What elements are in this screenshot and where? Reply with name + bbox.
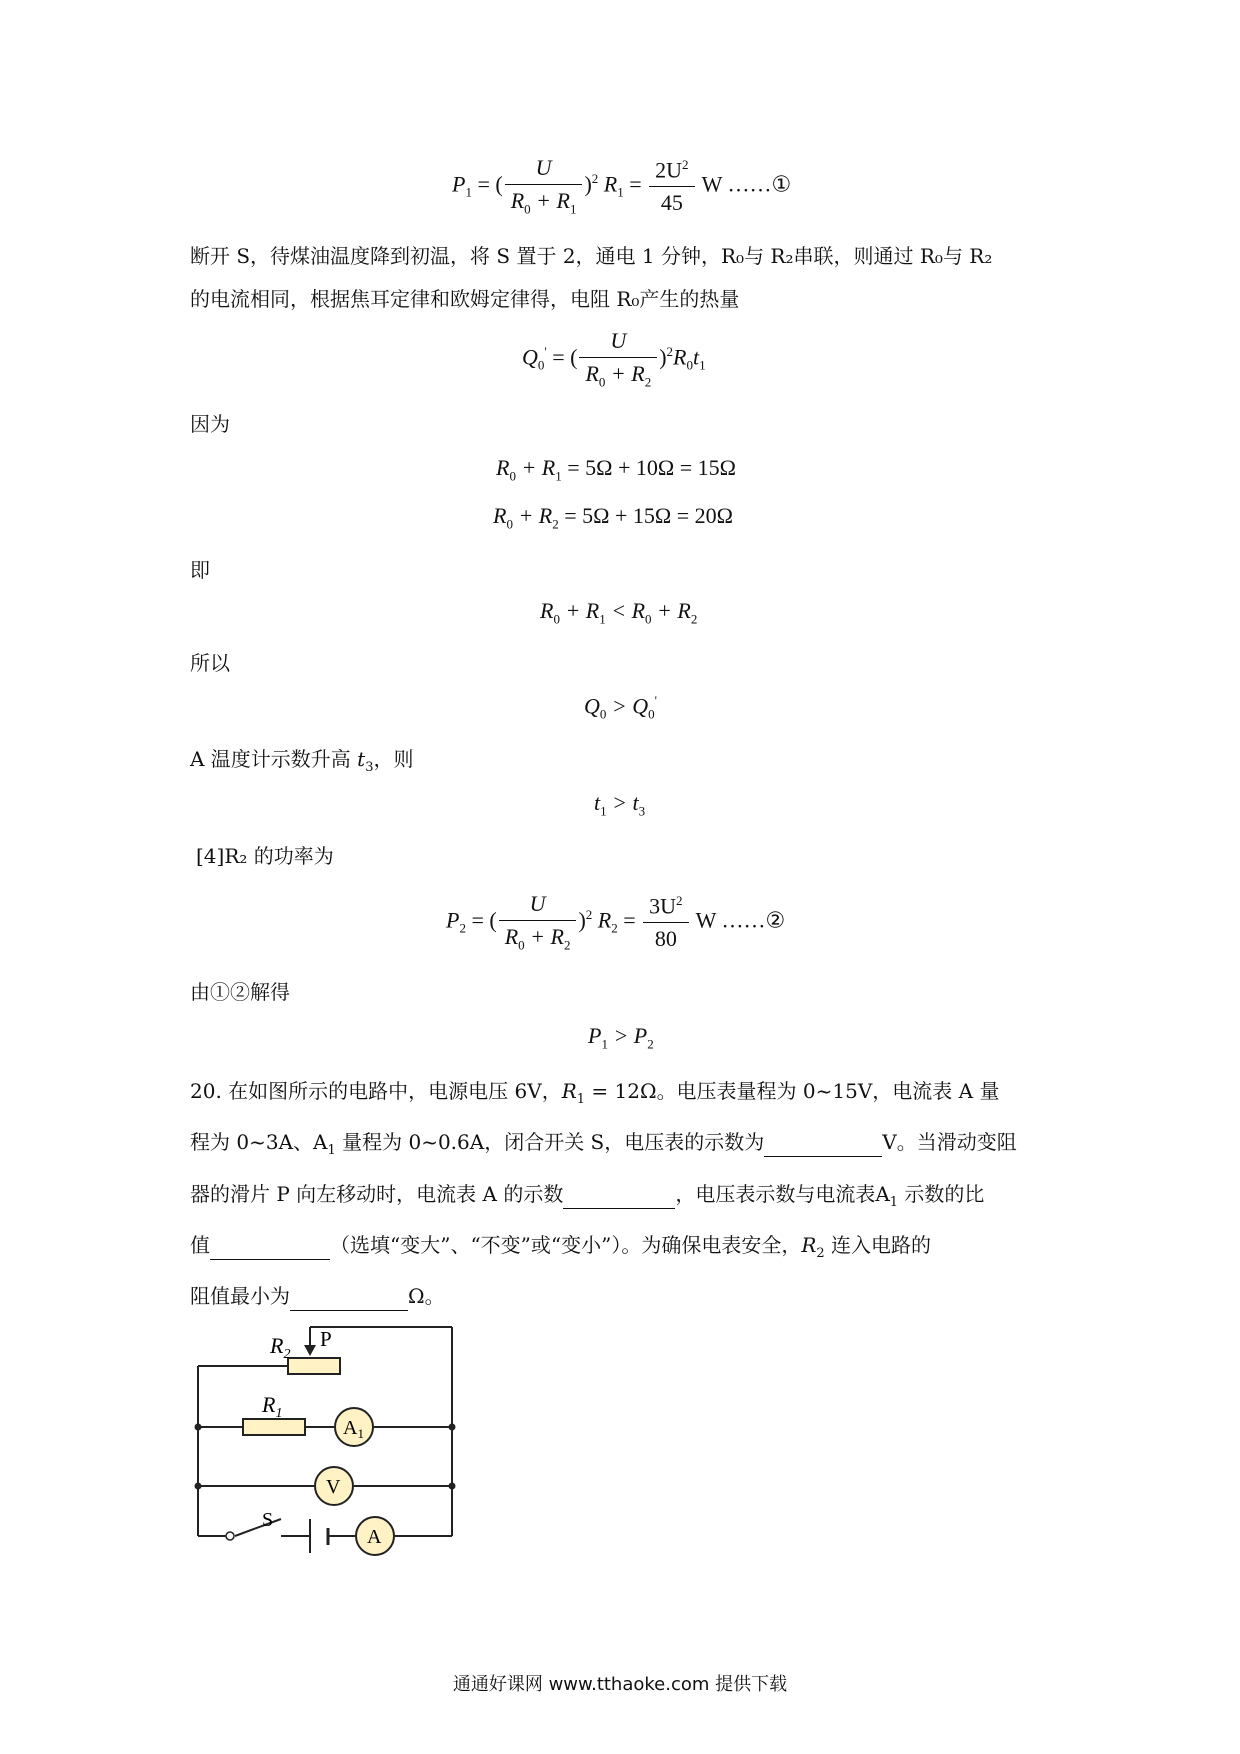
equation-inequality: $R_0 + R_1 < R_0 + R_2$ xyxy=(540,598,698,627)
paragraph-line: A 温度计示数升高 $t_3$，则 xyxy=(190,747,414,775)
question-20-line-2: 程为 0~3A、$A_1$ 量程为 0~0.6A，闭合开关 S，电压表的示数为 V。当滑动变阻 xyxy=(190,1130,1017,1158)
equation-sum-1: $R_0 + R_1 = 5\Omega + 10\Omega = 15\Omega$ xyxy=(496,455,737,484)
equation-p1: $P_1$ = ( $\frac{U}{R_0 + R_1}$ )$^2$ $R_1$ = $\frac{2U^2}{45}$ W ……① xyxy=(452,155,792,217)
equation-q-compare: $Q_0 > Q_0'$ xyxy=(584,693,657,722)
equation-sum-2: $R_0 + R_2 = 5\Omega + 15\Omega = 20\Omega$ xyxy=(493,503,734,532)
answer-blank[interactable] xyxy=(210,1231,330,1260)
switch-contact xyxy=(226,1532,234,1540)
label-p: P xyxy=(320,1327,332,1351)
paragraph-line: 断开 S，待煤油温度降到初温，将 S 置于 2，通电 1 分钟，R₀与 R₂串联，则通过 R₀与 R₂ xyxy=(190,244,993,268)
answer-blank[interactable] xyxy=(764,1128,882,1157)
footer-text: 通通好课网 www.tthaoke.com 提供下载 xyxy=(452,1674,788,1695)
question-20-line-1: 20. 在如图所示的电路中，电源电压 6V，$R_1 = 12\Omega$。电压表量程为 0~15V，电流表 A 量 xyxy=(190,1079,1000,1107)
equation-q0-prime: $Q_0'$ = ( $\frac{U}{R_0 + R_2}$ )$^2R_0t_1$ xyxy=(522,328,706,390)
paragraph-line: 即 xyxy=(190,558,210,582)
equation-p-compare: $P_1 > P_2$ xyxy=(588,1023,654,1052)
question-20-line-3: 器的滑片 P 向左移动时，电流表 A 的示数 ，电压表示数与电流表$A_1$ 示数的比 xyxy=(190,1182,985,1210)
junction-dot xyxy=(449,1424,456,1431)
junction-dot xyxy=(195,1424,202,1431)
question-20-line-5: 阻值最小为 Ω。 xyxy=(190,1282,445,1311)
question-20-line-4: 值 （选填“变大”、“不变”或“变小”）。为确保电表安全，$R_2$ 连入电路的 xyxy=(190,1233,932,1261)
switch-blade xyxy=(235,1519,281,1536)
resistor-r1 xyxy=(243,1419,305,1435)
paragraph-line: 因为 xyxy=(190,412,230,436)
slider-arrow-icon xyxy=(304,1345,316,1356)
junction-dot xyxy=(449,1483,456,1490)
paragraph-line: [4]R₂ 的功率为 xyxy=(196,844,334,868)
label-a1: $A_1$ xyxy=(343,1417,364,1441)
label-a: A xyxy=(367,1526,382,1548)
label-r1: $R_1$ xyxy=(262,1392,283,1421)
paragraph-line: 所以 xyxy=(190,651,230,675)
circuit-diagram xyxy=(180,1315,480,1565)
answer-blank[interactable] xyxy=(563,1180,675,1209)
answer-blank[interactable] xyxy=(290,1282,408,1311)
equation-t-compare: $t_1 > t_3$ xyxy=(594,790,646,819)
resistor-r2 xyxy=(288,1358,340,1374)
label-r2: $R_2$ xyxy=(270,1333,291,1362)
paragraph-line: 的电流相同，根据焦耳定律和欧姆定律得，电阻 R₀产生的热量 xyxy=(190,287,740,311)
equation-p2: $P_2$ = ( $\frac{U}{R_0 + R_2}$ )$^2$ $R_2$ = $\frac{3U^2}{80}$ W ……② xyxy=(446,891,786,953)
label-v: V xyxy=(326,1476,341,1498)
label-s: S xyxy=(262,1509,274,1531)
paragraph-line: 由①②解得 xyxy=(190,980,290,1004)
junction-dot xyxy=(195,1483,202,1490)
